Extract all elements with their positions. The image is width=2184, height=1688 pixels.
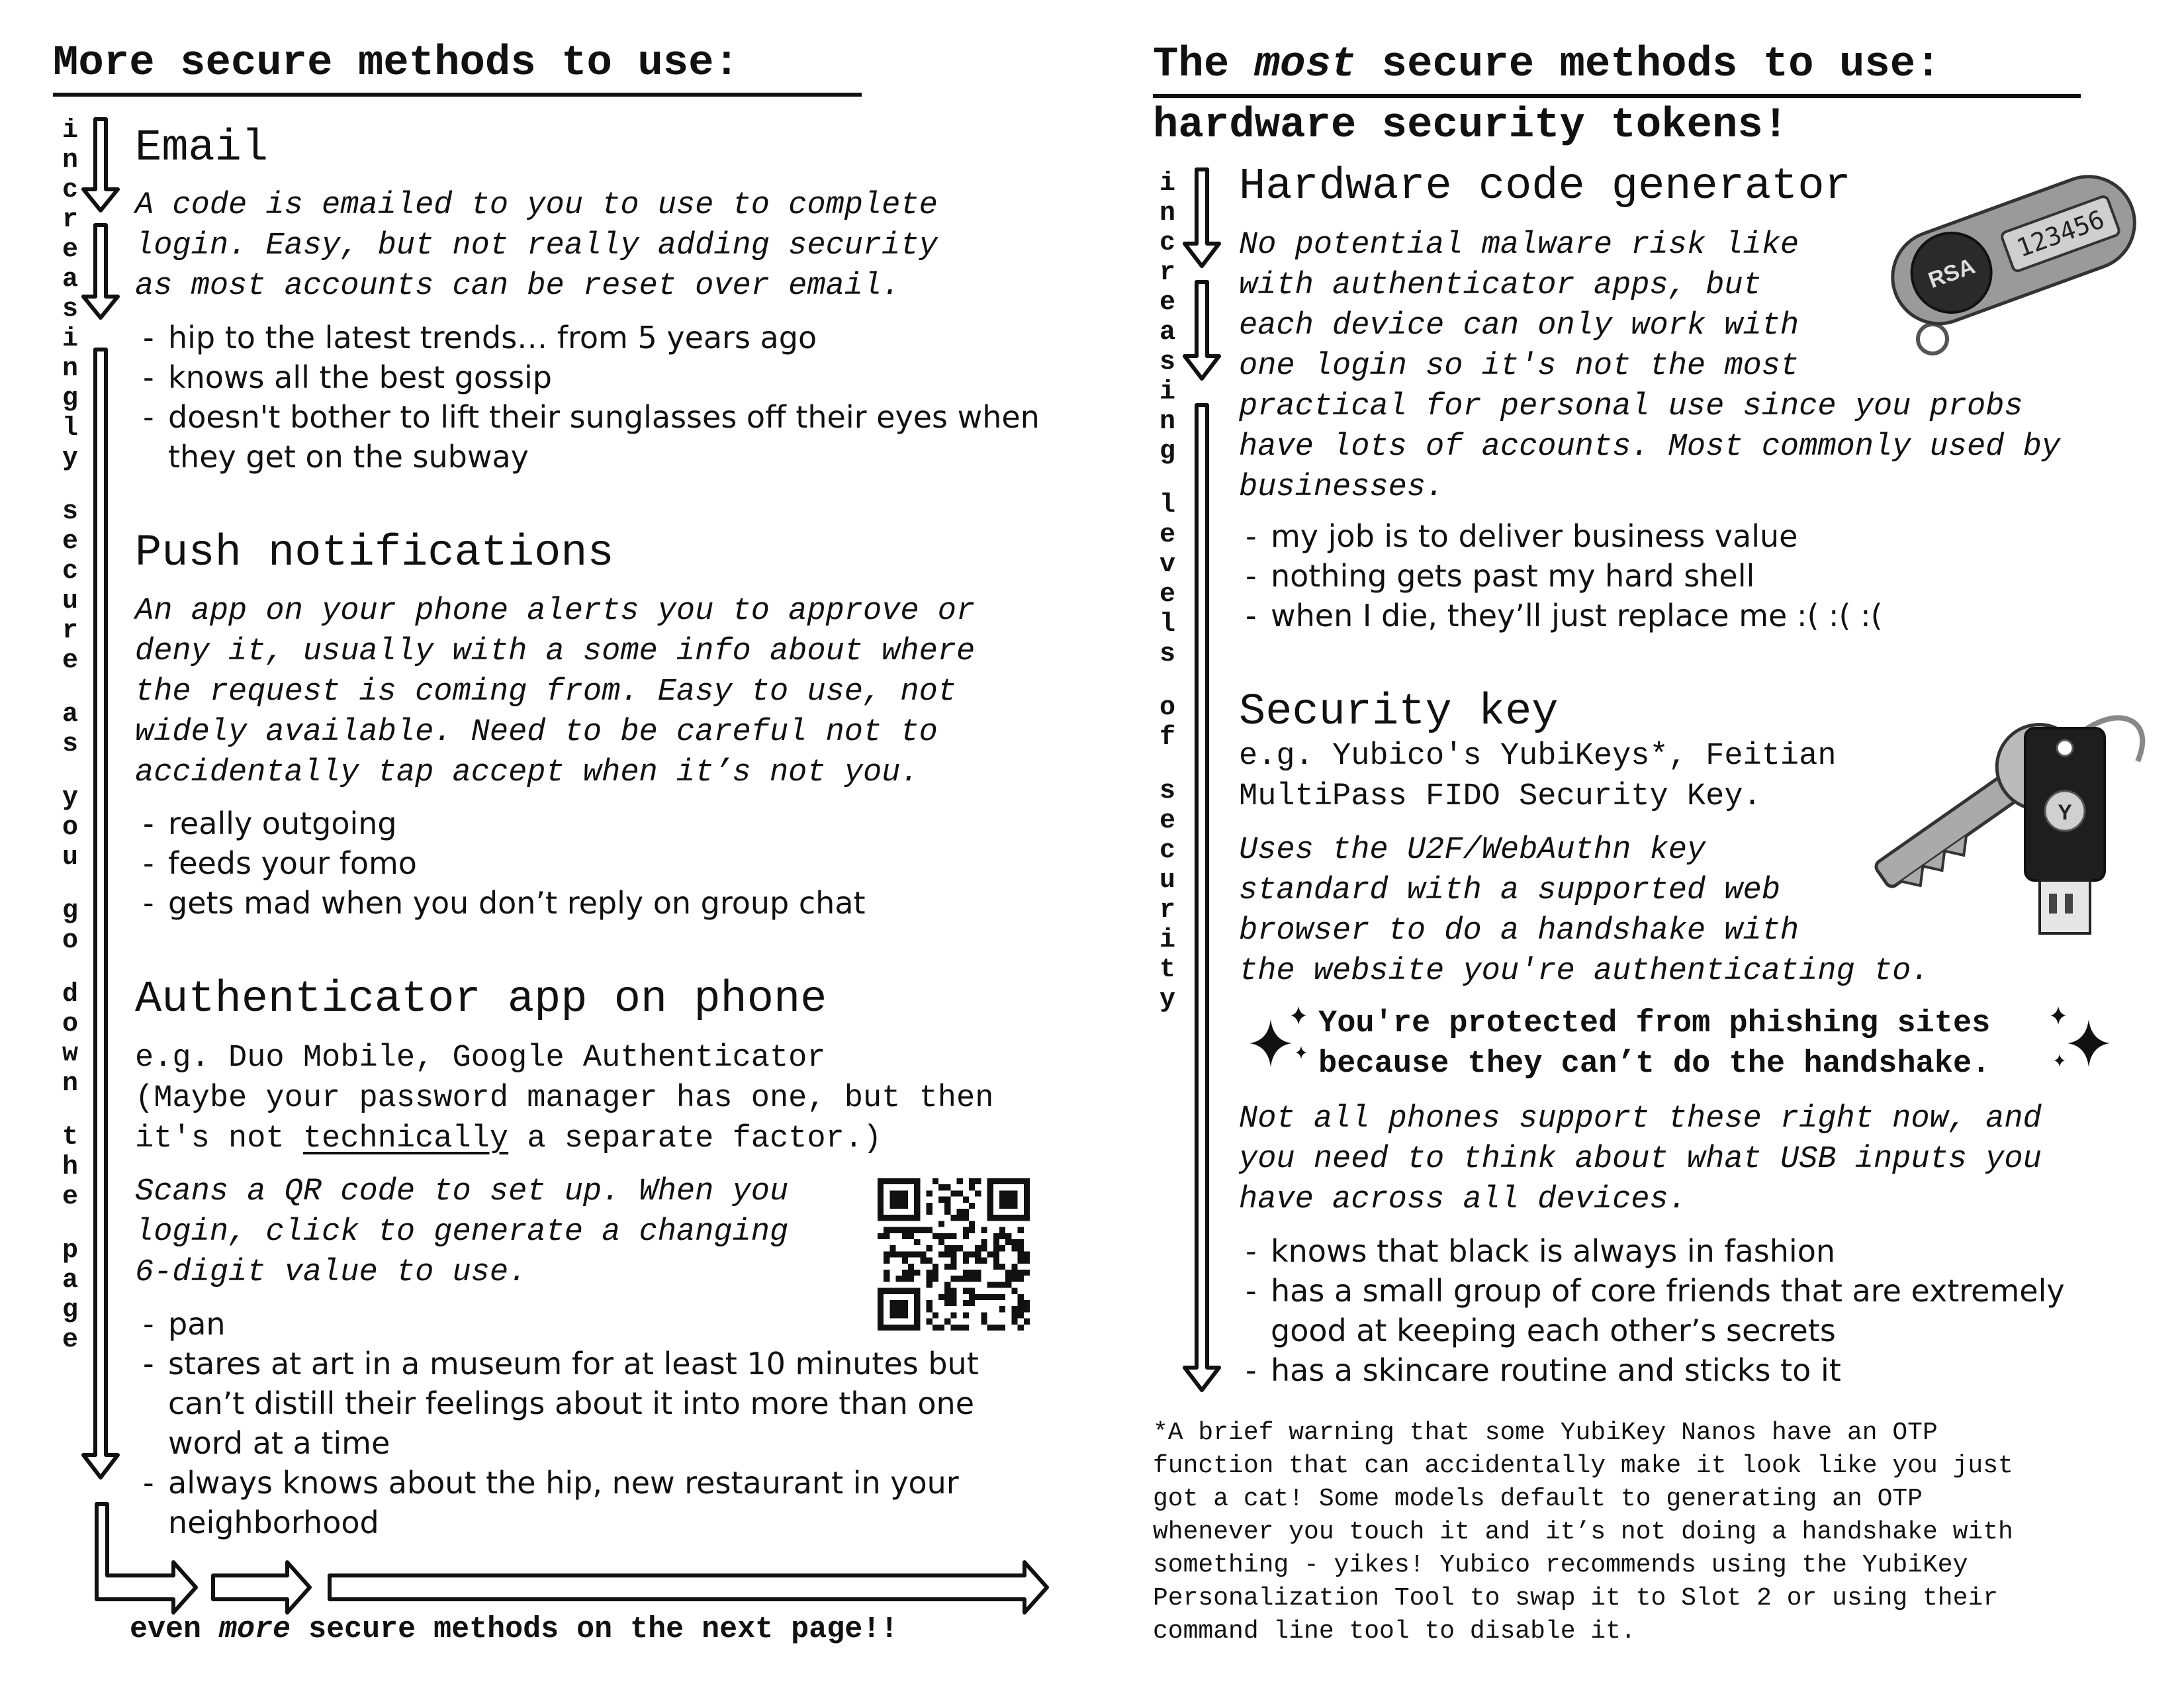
side-label-letter: a: [62, 1266, 78, 1295]
side-label-letter: w: [62, 1039, 78, 1069]
list-item: - always knows about the hip, new restaurant in your neighborhood: [143, 1463, 1050, 1542]
side-label-letter: y: [62, 783, 78, 813]
rsa-token-icon: [1880, 165, 2144, 377]
list-item: - hip to the latest trends… from 5 years ago: [143, 318, 1043, 357]
side-label-letter: y: [62, 444, 78, 473]
side-label-letter: o: [62, 1009, 78, 1039]
side-label-letter: s: [1159, 639, 1175, 669]
sparkle-right-icon: [2045, 1000, 2118, 1079]
side-label-letter: i: [62, 116, 78, 146]
side-label-letter: g: [62, 384, 78, 414]
authenticator-note: (Maybe your password manager has one, but then it's not technically a separate factor.): [135, 1081, 994, 1156]
list-item: - really outgoing: [143, 804, 1043, 843]
side-label-letter: c: [1159, 836, 1175, 866]
side-label-letter: p: [62, 1236, 78, 1266]
list-item: - stares at art in a museum for at least 10 minutes but can’t distill their feelings about it into more than one word at a time: [143, 1344, 1050, 1463]
next-page-note: even more secure methods on the next page!!: [130, 1613, 899, 1646]
side-label-letter: t: [62, 1123, 78, 1152]
side-label-letter: i: [62, 324, 78, 354]
authenticator-description: Scans a QR code to set up. When you login, click to generate a changing 6-digit value to use.: [135, 1174, 789, 1290]
side-label-letter: e: [1159, 288, 1175, 318]
side-label-letter: u: [62, 586, 78, 616]
side-label-letter: v: [1159, 550, 1175, 580]
side-label-letter: i: [1159, 377, 1175, 407]
list-item: - gets mad when you don’t reply on group chat: [143, 883, 1043, 923]
side-label-letter: i: [1159, 925, 1175, 955]
push-heading: Push notifications: [135, 528, 614, 579]
side-label-letter: a: [62, 265, 78, 295]
side-label-letter: g: [62, 896, 78, 926]
side-label-letter: s: [1159, 348, 1175, 377]
side-label-letter: t: [1159, 955, 1175, 985]
side-label-letter: c: [62, 557, 78, 586]
side-label-letter: n: [62, 146, 78, 175]
side-label-letter: l: [1159, 610, 1175, 639]
security-key-description-2: Not all phones support these right now, and you need to think about what USB inputs you have across all devices.: [1239, 1102, 2042, 1217]
authenticator-heading: Authenticator app on phone: [135, 974, 827, 1025]
side-label-letter: e: [62, 1325, 78, 1355]
side-label-letter: r: [1159, 258, 1175, 288]
list-item: - when I die, they’ll just replace me :( :( :(: [1246, 596, 2106, 635]
side-label-letter: u: [1159, 866, 1175, 896]
side-label-letter: e: [1159, 520, 1175, 550]
generator-description-top: No potential malware risk like with authenticator apps, but each device can only work with one login so it's not the most: [1239, 228, 1799, 384]
side-label-letter: e: [62, 646, 78, 676]
list-item: - pan: [143, 1304, 1050, 1344]
rsa-display: 123456: [2013, 204, 2109, 263]
side-label-letter: e: [62, 1182, 78, 1212]
security-key-examples: e.g. Yubico's YubiKeys*, Feitian MultiPass FIDO Security Key.: [1239, 739, 1837, 814]
side-label-letter: a: [1159, 318, 1175, 348]
side-label-letter: o: [62, 926, 78, 956]
list-item: - has a skincare routine and sticks to it: [1246, 1350, 2126, 1390]
authenticator-examples: e.g. Duo Mobile, Google Authenticator: [135, 1041, 826, 1076]
emphasis-underline: technically: [302, 1121, 509, 1156]
side-label-letter: g: [1159, 437, 1175, 467]
list-item: - doesn't bother to lift their sunglasses off their eyes when they get on the subway: [143, 397, 1043, 477]
right-arrow-3: [1185, 405, 1219, 1390]
side-label-letter: n: [62, 354, 78, 384]
side-label-letter: y: [1159, 985, 1175, 1015]
list-item: - knows that black is always in fashion: [1246, 1231, 2126, 1271]
yubikey-footnote: *A brief warning that some YubiKey Nanos have an OTP function that can accidentally make it look like you just got a cat! Some models default to generating an OTP whenever you touch it and it’s not doing a handshake with something - yikes! Yubico recommends using the YubiKey Personalization Tool to swap it to Slot 2 or using their command line tool to disable it.: [1153, 1419, 2013, 1646]
side-label-letter: r: [1159, 896, 1175, 925]
list-item: - my job is to deliver business value: [1246, 516, 2106, 556]
side-label-letter: s: [62, 729, 78, 759]
list-item: - feeds your fomo: [143, 843, 1043, 883]
email-description: A code is emailed to you to use to complete login. Easy, but not really adding security as most accounts can be reset over email.: [135, 188, 938, 304]
side-label-letter: n: [1159, 199, 1175, 228]
side-label-letter: e: [62, 235, 78, 265]
side-label-letter: e: [1159, 580, 1175, 610]
side-label-letter: r: [62, 205, 78, 235]
right-arrow-2: [1185, 282, 1219, 379]
side-label-letter: i: [1159, 169, 1175, 199]
side-label-letter: c: [1159, 228, 1175, 258]
side-label-letter: l: [62, 414, 78, 444]
list-item: - nothing gets past my hard shell: [1246, 556, 2106, 596]
side-label-letter: d: [62, 980, 78, 1009]
generator-description-bottom: practical for personal use since you probs have lots of accounts. Most commonly used by businesses.: [1239, 389, 2061, 505]
side-label-letter: o: [1159, 693, 1175, 723]
security-key-heading: Security key: [1239, 687, 1559, 737]
side-label-letter: u: [62, 843, 78, 872]
side-label-letter: n: [1159, 407, 1175, 437]
phishing-callout: You're protected from phishing sites because they can’t do the handshake.: [1318, 1006, 1991, 1082]
side-label-letter: e: [62, 527, 78, 557]
right-arrow-1: [1185, 169, 1219, 266]
sparkle-left-icon: [1244, 1000, 1317, 1079]
side-label-letter: n: [62, 1069, 78, 1099]
side-label-letter: e: [1159, 806, 1175, 836]
list-item: - knows all the best gossip: [143, 357, 1043, 397]
security-key-icon: [1873, 675, 2151, 940]
side-label-letter: r: [62, 616, 78, 646]
push-description: An app on your phone alerts you to approve or deny it, usually with a some info about where the request is coming from. Easy to use, not widely available. Need to be careful not to accidentally tap accept when it’s not you.: [135, 594, 976, 790]
security-key-traits: [1246, 1231, 2126, 1390]
yubikey-logo: Y: [2058, 800, 2072, 824]
security-key-description: Uses the U2F/WebAuthn key standard with a supported web browser to do a handshake with the website you're authenticating to.: [1239, 833, 1930, 989]
side-label-letter: a: [62, 700, 78, 729]
right-page-title: The most secure methods to use:: [1153, 41, 1941, 89]
side-label-letter: h: [62, 1152, 78, 1182]
generator-heading: Hardware code generator: [1239, 162, 1851, 212]
side-label-letter: s: [62, 497, 78, 527]
side-label-letter: l: [1159, 491, 1175, 520]
left-page-title: More secure methods to use:: [53, 40, 739, 87]
generator-traits: [1246, 516, 2106, 635]
side-label-letter: c: [62, 175, 78, 205]
email-heading: Email: [135, 123, 269, 173]
rsa-brand: RSA: [1925, 253, 1979, 294]
right-page-subtitle: hardware security tokens!: [1153, 102, 1789, 150]
side-label-letter: s: [62, 295, 78, 324]
list-item: - has a small group of core friends that are extremely good at keeping each other’s secrets: [1246, 1271, 2126, 1350]
side-label-letter: f: [1159, 723, 1175, 753]
side-label-letter: g: [62, 1295, 78, 1325]
side-label-letter: o: [62, 813, 78, 843]
side-label-letter: s: [1159, 776, 1175, 806]
